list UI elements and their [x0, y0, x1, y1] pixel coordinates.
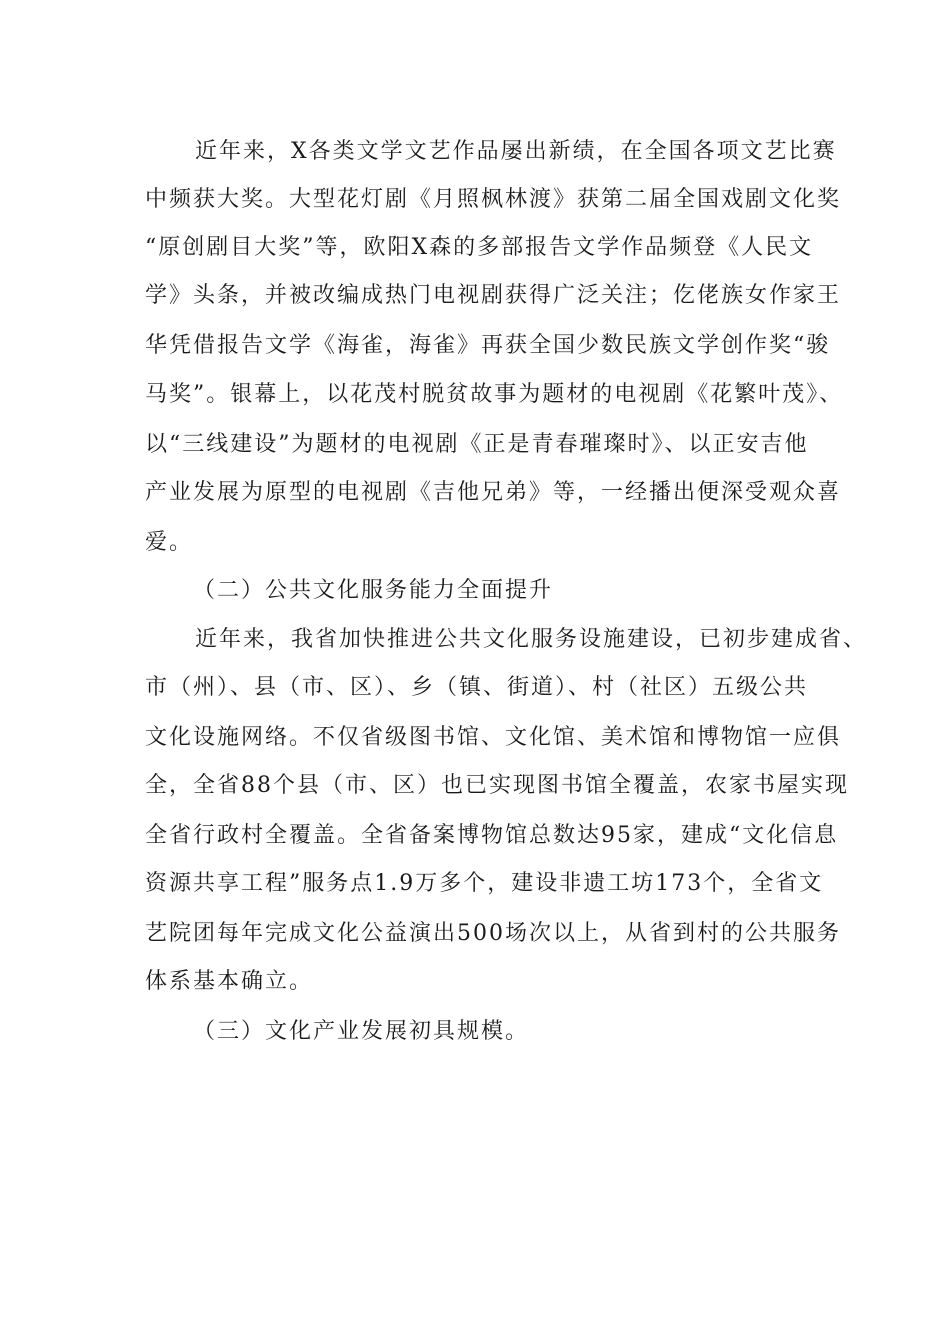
- paragraph-2-line-3: 文化设施网络。不仅省级图书馆、文化馆、美术馆和博物馆一应俱: [145, 725, 842, 750]
- paragraph-2-line-6: 资源共享工程”服务点1.9万多个，建设非遗工坊173个，全省文: [145, 871, 824, 896]
- paragraph-2-line-2: 市（州）、县（市、区）、乡（镇、街道）、村（社区）五级公共: [145, 675, 809, 700]
- paragraph-2-line-4: 全，全省88个县（市、区）也已实现图书馆全覆盖，农家书屋实现: [145, 773, 849, 798]
- paragraph-1-line-4: 学》头条，并被改编成热门电视剧获得广泛关注；仡佬族女作家王: [145, 283, 842, 308]
- section-heading-2: （二）公共文化服务能力全面提升: [193, 578, 554, 603]
- section-heading-3: （三）文化产业发展初具规模。: [193, 1019, 530, 1044]
- paragraph-2-line-7: 艺院团每年完成文化公益演出500场次以上，从省到村的公共服务: [145, 921, 841, 946]
- paragraph-1-line-3: “原创剧目大奖”等，欧阳X森的多部报告文学作品频登《人民文: [145, 235, 814, 260]
- paragraph-2-line-5: 全省行政村全覆盖。全省备案博物馆总数达95家，建成“文化信息: [145, 823, 839, 848]
- paragraph-1-line-8: 产业发展为原型的电视剧《吉他兄弟》等，一经播出便深受观众喜: [145, 480, 842, 505]
- paragraph-1-line-7: 以“三线建设”为题材的电视剧《正是青春璀璨时》、以正安吉他: [145, 432, 809, 457]
- paragraph-1-line-2: 中频获大奖。大型花灯剧《月照枫林渡》获第二届全国戏剧文化奖: [145, 187, 842, 212]
- paragraph-1-line-9: 爱。: [145, 530, 194, 555]
- paragraph-1-line-5: 华凭借报告文学《海雀，海雀》再获全国少数民族文学创作奖“骏: [145, 333, 831, 358]
- paragraph-2-line-8: 体系基本确立。: [145, 969, 314, 994]
- paragraph-2-line-1: 近年来，我省加快推进公共文化服务设施建设，已初步建成省、: [195, 627, 868, 652]
- paragraph-1-line-6: 马奖”。银幕上，以花茂村脱贫故事为题材的电视剧《花繁叶茂》、: [145, 382, 844, 407]
- paragraph-1-line-1: 近年来，X各类文学文艺作品屡出新绩，在全国各项文艺比赛: [195, 139, 837, 164]
